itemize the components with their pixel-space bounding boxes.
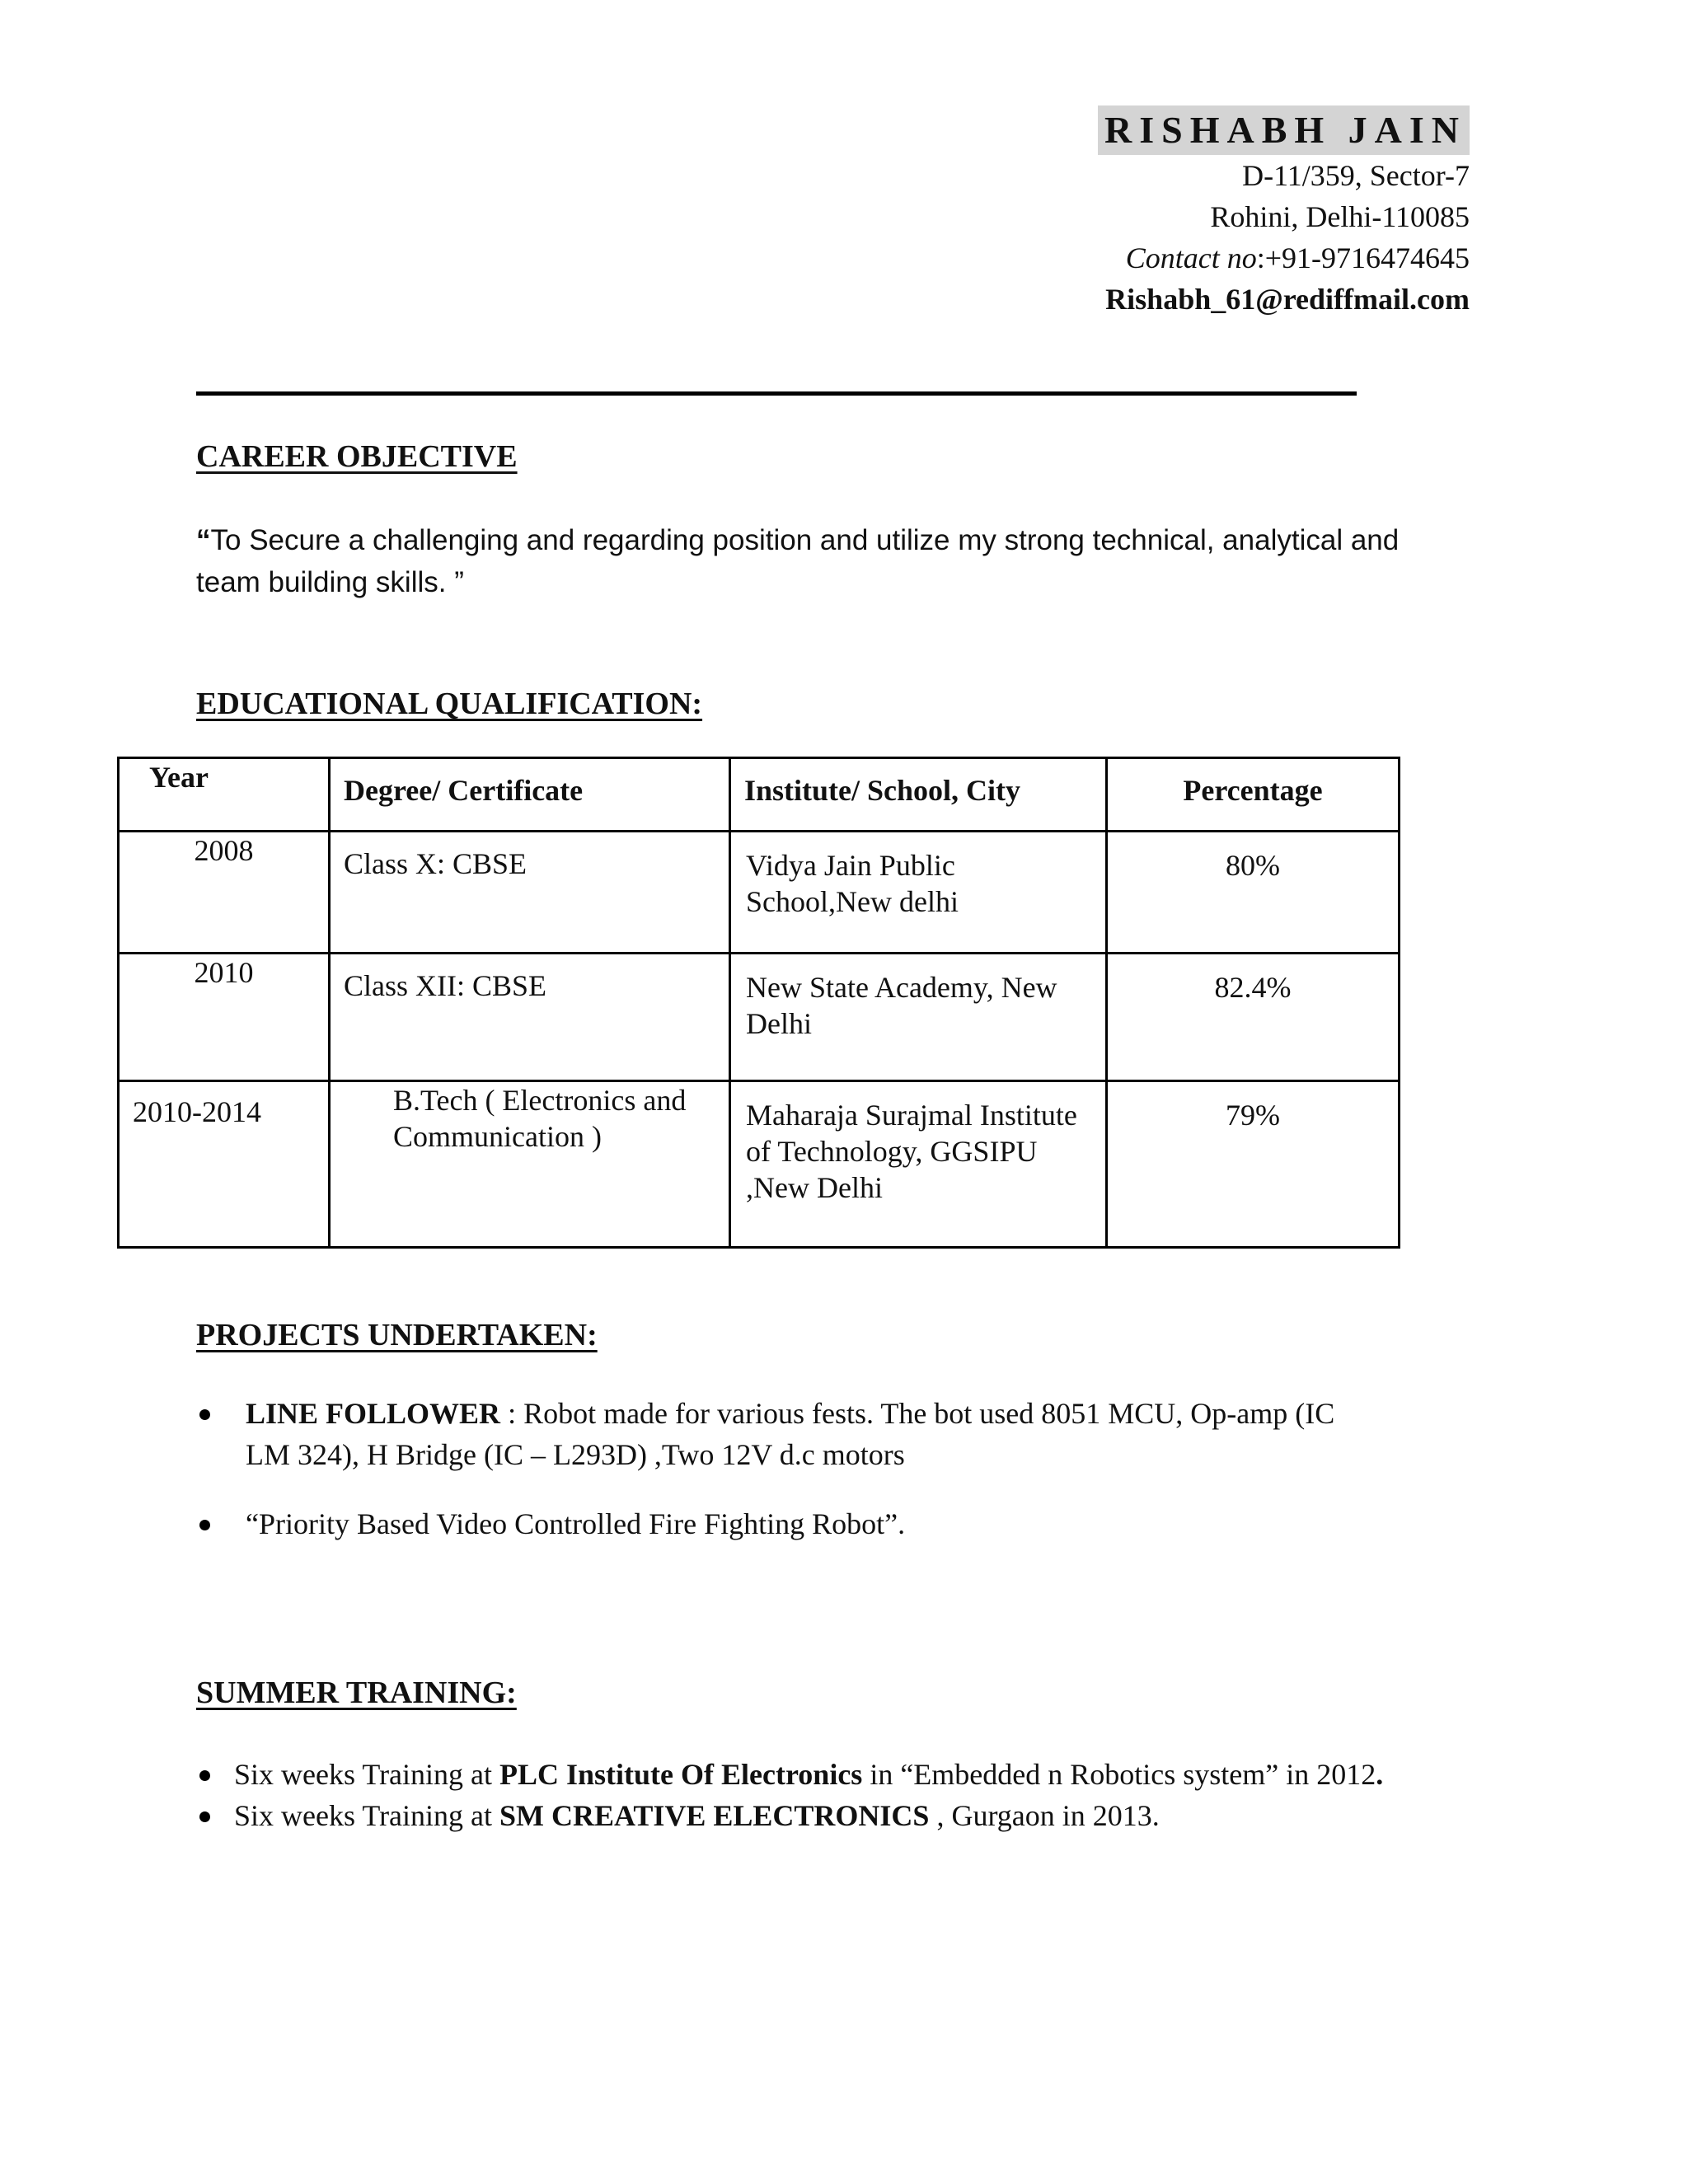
bullet-icon (199, 1409, 210, 1420)
list-item (196, 1503, 1350, 1544)
cell-year: 2010 (119, 954, 330, 1081)
projects-heading: PROJECTS UNDERTAKEN: (196, 1318, 598, 1352)
project-description: : Robot made for various fests. The bot used 8051 MCU, Op-amp (IC LM 324), H Bridge (IC – L293D) ,Two 12V d.c motors (246, 1397, 1335, 1471)
cell-degree: B.Tech ( Electronics and Communication ) (330, 1081, 730, 1248)
summer-training-heading: SUMMER TRAINING: (196, 1675, 517, 1710)
cell-institute: New State Academy, New Delhi (730, 954, 1107, 1081)
table-row (119, 832, 1400, 954)
bullet-icon (199, 1811, 210, 1822)
training-text-pre: Six weeks Training at (234, 1758, 500, 1791)
contact-line (1098, 237, 1470, 279)
cell-percentage: 82.4% (1107, 954, 1400, 1081)
education-heading: EDUCATIONAL QUALIFICATION: (196, 687, 703, 721)
address-line-1: D-11/359, Sector-7 (1242, 159, 1470, 192)
career-objective-text (196, 519, 1465, 603)
column-header-institute: Institute/ School, City (730, 758, 1107, 832)
contact-label: Contact no (1125, 241, 1257, 274)
cell-year: 2008 (119, 832, 330, 954)
table-header-row (119, 758, 1400, 832)
list-item (196, 1795, 1515, 1836)
career-objective-heading: CAREER OBJECTIVE (196, 439, 518, 474)
project-title: LINE FOLLOWER (246, 1397, 501, 1430)
header-divider (196, 391, 1357, 396)
cell-degree: Class XII: CBSE (330, 954, 730, 1081)
cell-institute: Maharaja Surajmal Institute of Technology, GGSIPU ,New Delhi (730, 1081, 1107, 1248)
cell-degree: Class X: CBSE (330, 832, 730, 954)
open-quote: “ (196, 524, 211, 556)
training-text-end: . (1376, 1758, 1384, 1791)
projects-list (196, 1393, 1350, 1544)
address-line-2: Rohini, Delhi-110085 (1210, 200, 1470, 233)
column-header-degree: Degree/ Certificate (330, 758, 730, 832)
candidate-name: RISHABH JAIN (1098, 105, 1470, 155)
contact-header (1098, 105, 1470, 320)
cell-percentage: 79% (1107, 1081, 1400, 1248)
cell-institute: Vidya Jain Public School,New delhi (730, 832, 1107, 954)
table-row (119, 954, 1400, 1081)
table-row (119, 1081, 1400, 1248)
cell-percentage: 80% (1107, 832, 1400, 954)
training-text-post: in “Embedded n Robotics system” in 2012 (862, 1758, 1376, 1791)
project-description: “Priority Based Video Controlled Fire Fighting Robot”. (246, 1507, 906, 1540)
training-text-pre: Six weeks Training at (234, 1799, 500, 1832)
column-header-year: Year (119, 758, 330, 832)
column-header-percentage: Percentage (1107, 758, 1400, 832)
training-institute: PLC Institute Of Electronics (499, 1758, 863, 1791)
email-address: Rishabh_61@rediffmail.com (1105, 283, 1470, 316)
cell-year: 2010-2014 (119, 1081, 330, 1248)
training-text-post: , Gurgaon in 2013. (929, 1799, 1160, 1832)
education-table (117, 757, 1400, 1249)
list-item (196, 1393, 1350, 1475)
bullet-icon (199, 1520, 210, 1530)
bullet-icon (199, 1770, 210, 1781)
list-item (196, 1754, 1515, 1795)
objective-body: To Secure a challenging and regarding position and utilize my strong technical, analytical and team building skills. ” (196, 524, 1400, 598)
contact-number: :+91-9716474645 (1256, 241, 1470, 274)
training-list (196, 1754, 1515, 1836)
training-institute: SM CREATIVE ELECTRONICS (499, 1799, 930, 1832)
